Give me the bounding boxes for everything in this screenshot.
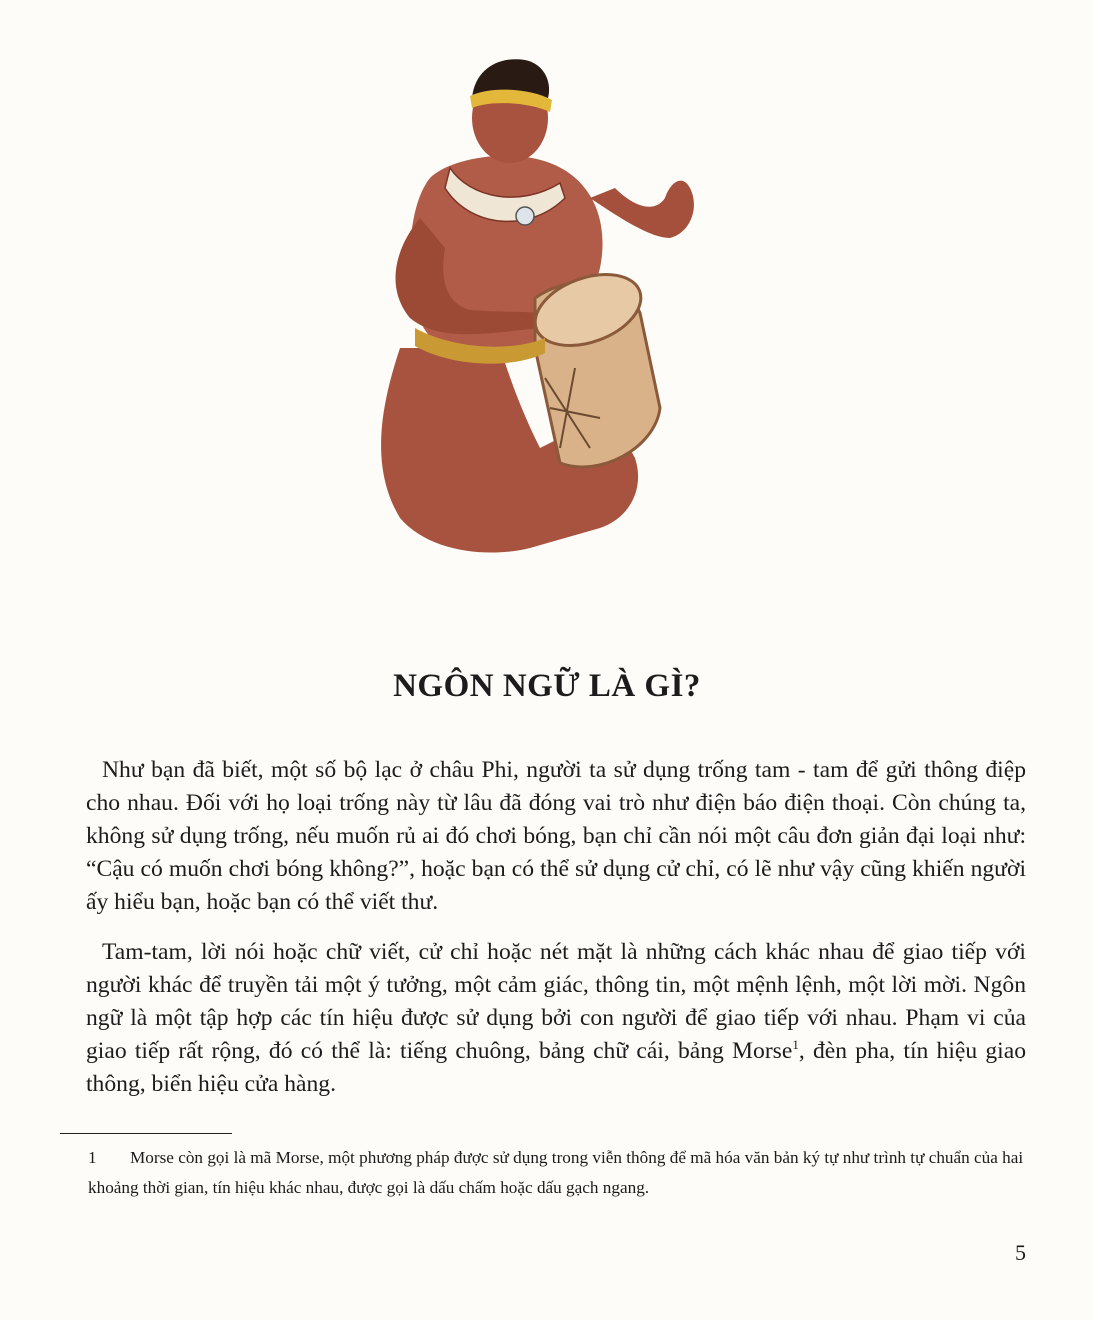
- paragraph-2-text-before: Tam-tam, lời nói hoặc chữ viết, cử chỉ hoặc nét mặt là những cách khác nhau để giao tiếp với người khác để truyền tải một ý tưởng, một cảm giác, thông tin, một mệnh lệnh, một lời mời. Ngôn ngữ là một tập hợp các tín hiệu được sử dụng bởi con người để giao tiếp với nhau. Phạm vi của giao tiếp rất rộng, đó có thể là: tiếng chuông, bảng chữ cái, bảng Morse: [86, 939, 1026, 1064]
- footnote-divider: [60, 1133, 232, 1134]
- page-title: NGÔN NGỮ LÀ GÌ?: [393, 668, 701, 704]
- necklace-pendant: [516, 207, 534, 225]
- footnote: [88, 1143, 1038, 1203]
- paragraph-1: Như bạn đã biết, một số bộ lạc ở châu Phi, người ta sử dụng trống tam - tam để gửi thông điệp cho nhau. Đối với họ loại trống này từ lâu đã đóng vai trò như điện báo điện thoại. Còn chúng ta, không sử dụng trống, nếu muốn rủ ai đó chơi bóng, bạn chỉ cần nói một câu đơn giản đại loại như: “Cậu có muốn chơi bóng không?”, hoặc bạn có thể sử dụng cử chỉ, có lẽ như vậy cũng khiến người ấy hiểu bạn, hoặc bạn có thể viết thư.: [86, 757, 1026, 915]
- footnote-text: Morse còn gọi là mã Morse, một phương pháp được sử dụng trong viễn thông để mã hóa văn bản ký tự như trình tự chuẩn của hai khoảng thời gian, tín hiệu khác nhau, được gọi là dấu chấm hoặc dấu gạch ngang.: [88, 1148, 1024, 1197]
- footnote-number: 1: [88, 1148, 97, 1167]
- page-number: 5: [1015, 1240, 1026, 1265]
- drummer-illustration: [360, 48, 720, 563]
- footnote-reference: 1: [792, 1037, 799, 1053]
- raised-arm-shape: [590, 181, 694, 238]
- paragraph-2: [86, 936, 1026, 1101]
- drummer-drawing: [360, 48, 720, 563]
- paragraph-2-text-after: , đèn pha, tín hiệu giao thông, biển hiệu cửa hàng.: [86, 1038, 1027, 1097]
- body-text: [86, 754, 1026, 1118]
